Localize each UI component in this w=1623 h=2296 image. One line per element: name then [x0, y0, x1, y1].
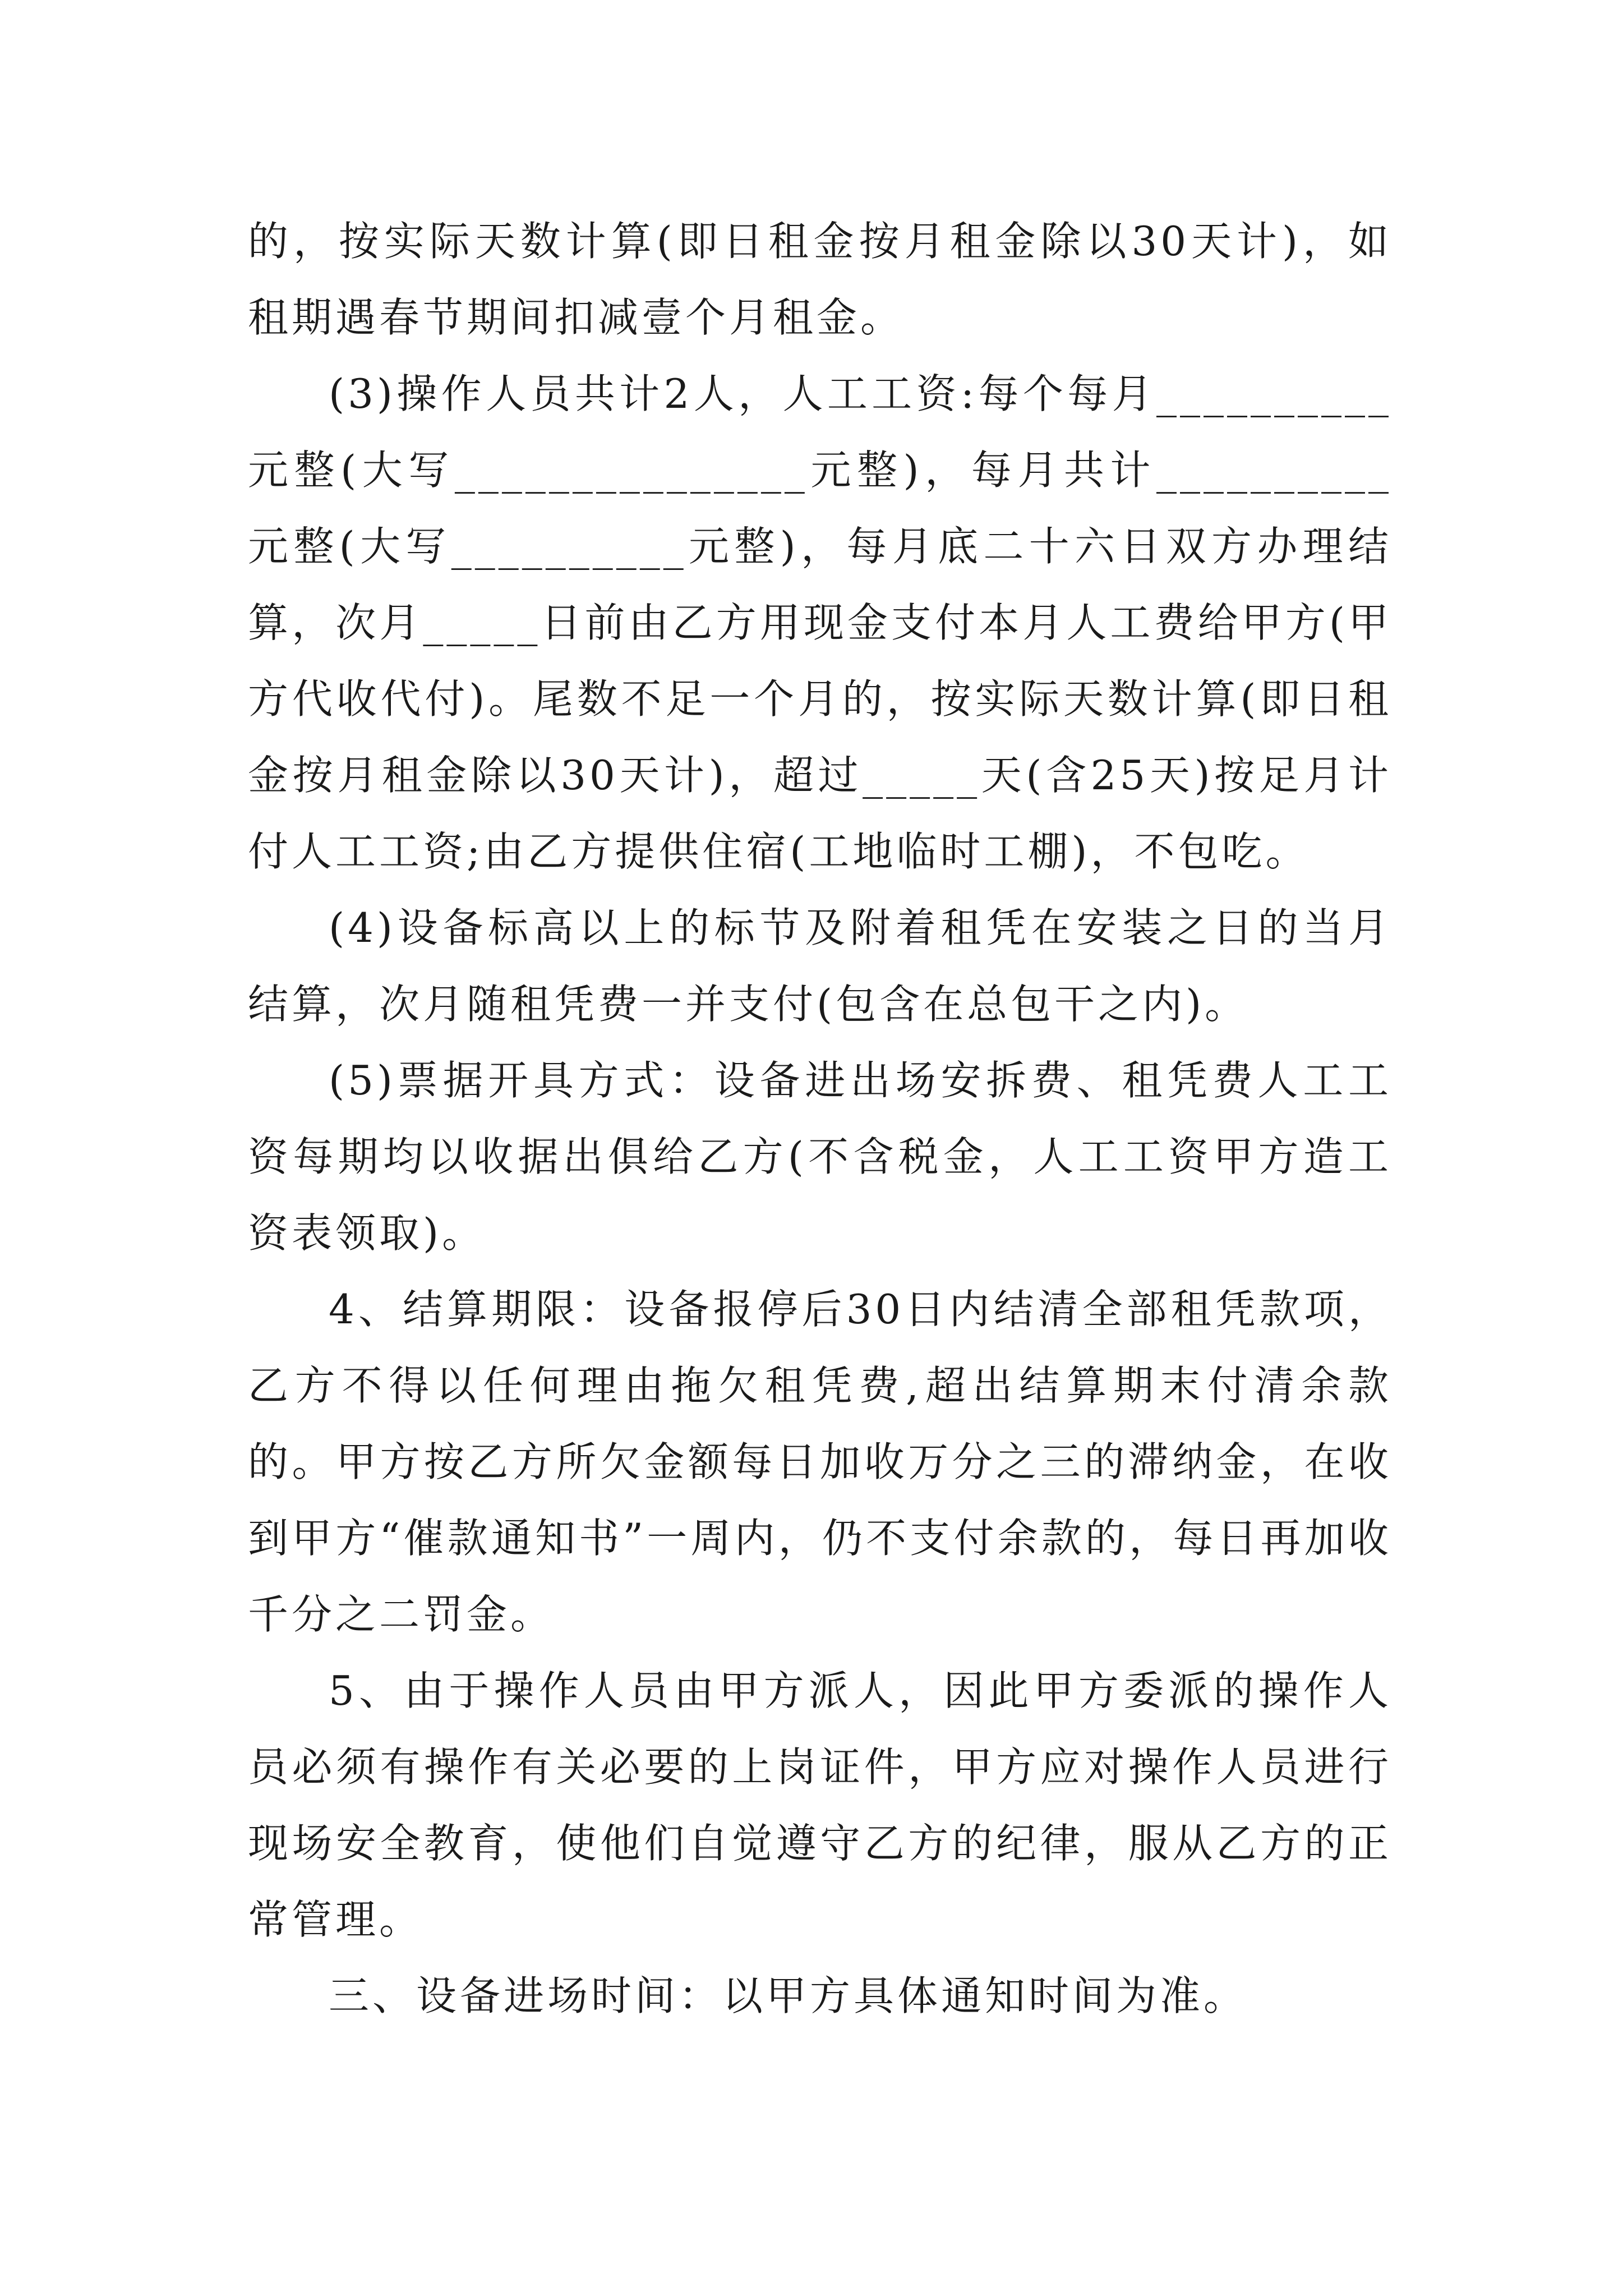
paragraph-settlement-deadline: 4、结算期限：设备报停后30日内结清全部租凭款项，乙方不得以任何理由拖欠租凭费,超出结算期末付清余款的。甲方按乙方所欠金额每日加收万分之三的滞纳金，在收到甲方“催款通知书”一周内，仍不支付余款的，每日再加收千分之二罚金。	[248, 1286, 1392, 1638]
paragraph-invoice-method: (5)票据开具方式：设备进出场安拆费、租凭费人工工资每期均以收据出俱给乙方(不含税金，人工工资甲方造工资表领取)。	[248, 1057, 1392, 1257]
paragraph-entry-time: 三、设备进场时间：以甲方具体通知时间为准。	[329, 1972, 1248, 2019]
paragraph-rent-calculation: 的，按实际天数计算(即日租金按月租金除以30天计)，如租期遇春节期间扣减壹个月租金。	[248, 218, 1392, 341]
paragraph-operator-wages: (3)操作人员共计2人，人工工资:每个每月__________元整(大写_______________元整)，每月共计__________元整(大写__________元整)，每月底二十六日双方办理结算，次月_____日前由乙方用现金支付本月人工费给甲方(甲方代收代付)。尾数不足一个月的，按实际天数计算(即日租金按月租金除以30天计)，超过_____天(含25天)按足月计付人工工资;由乙方提供住宿(工地临时工棚)，不包吃。	[248, 370, 1392, 875]
paragraph-standard-sections: (4)设备标高以上的标节及附着租凭在安装之日的当月结算，次月随租凭费一并支付(包含在总包干之内)。	[248, 904, 1392, 1028]
document-body	[248, 203, 1392, 2034]
paragraph-operator-requirements: 5、由于操作人员由甲方派人，因此甲方委派的操作人员必须有操作有关必要的上岗证件，甲方应对操作人员进行现场安全教育，使他们自觉遵守乙方的纪律，服从乙方的正常管理。	[248, 1667, 1392, 1943]
